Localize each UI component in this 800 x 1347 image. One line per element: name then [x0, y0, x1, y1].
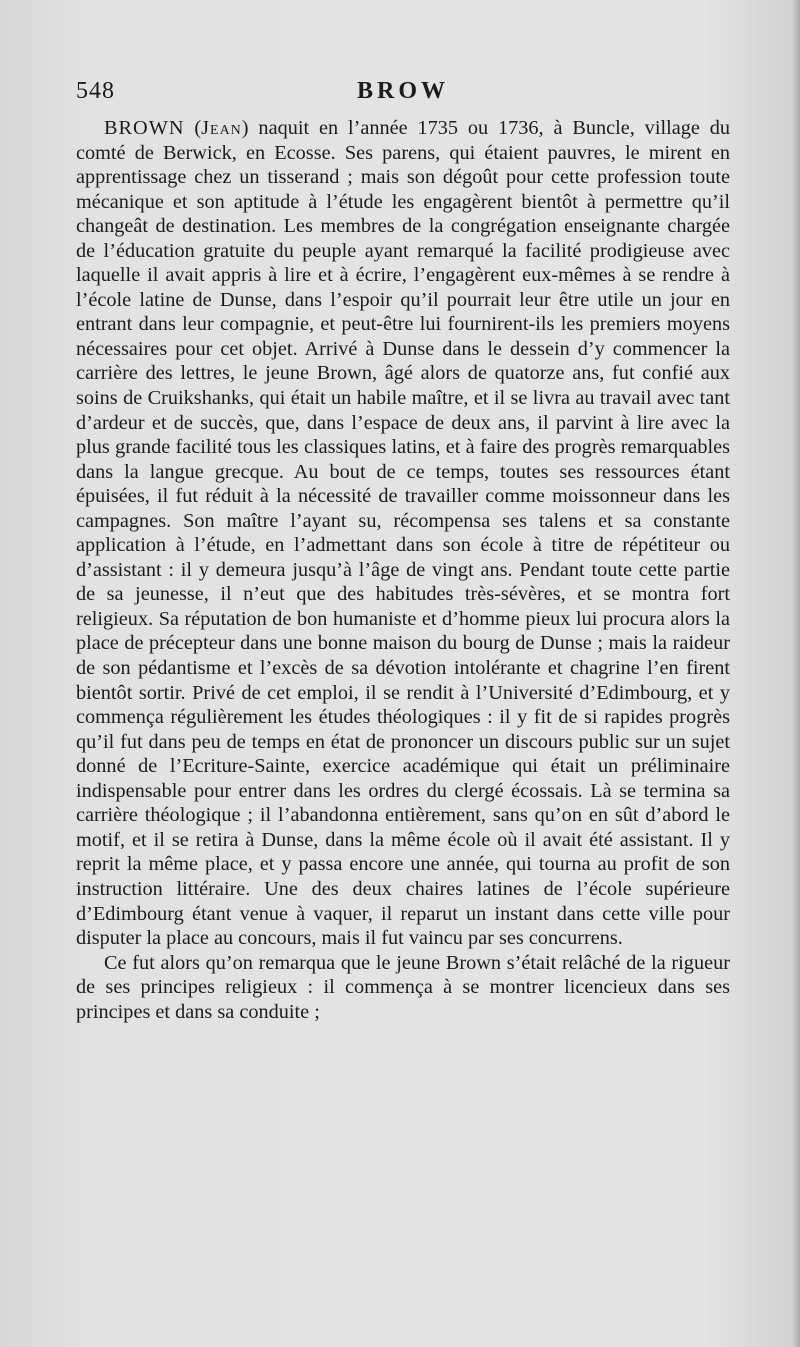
entry-first-name: Jean — [201, 117, 242, 139]
page-number: 548 — [76, 78, 115, 104]
paragraph-1 — [76, 116, 730, 951]
first-name-open-paren: ( — [194, 117, 202, 139]
first-name-close-paren: ) — [241, 117, 249, 139]
article-body — [76, 116, 730, 1024]
paragraph-1-text: naquit en l’année 1735 ou 1736, à Buncle, village du comté de Berwick, en Ecosse. Ses parens, qui étaient pauvres, le mirent en apprentissage chez un tisserand ; mais son dégoût pour cette profession toute mécanique et son aptitude à l’étude les engagèrent bientôt à permettre qu’il changeât de destination. Les membres de la congrégation enseignante chargée de l’éducation gratuite du peuple ayant remarqué la facilité prodigieuse avec laquelle il avait appris à lire et à écrire, l’engagèrent eux-mêmes à se rendre à l’école latine de Dunse, dans l’espoir qu’il pourrait leur être utile un jour en entrant dans leur compagnie, et peut-être lui fournirent-ils les premiers moyens nécessaires pour cet objet. Arrivé à Dunse dans le dessein d’y commencer la carrière des lettres, le jeune Brown, âgé alors de quatorze ans, fut confié aux soins de Cruikshanks, qui était un habile maître, et il se livra au travail avec tant d’ardeur et de succès, que, dans l’espace de deux ans, il parvint à lire avec la plus grande facilité tous les classiques latins, et à faire des progrès remarquables dans la langue grecque. Au bout de ce temps, toutes ses ressources étant épuisées, il fut réduit à la nécessité de travailler comme moissonneur dans les campagnes. Son maître l’ayant su, récompensa ses talens et sa constante application à l’étude, en l’admettant dans son école à titre de répétiteur ou d’assistant : il y demeura jusqu’à l’âge de vingt ans. Pendant toute cette partie de sa jeunesse, il n’eut que des habitudes très-sévères, et se montra fort religieux. Sa réputation de bon humaniste et d’homme pieux lui procura alors la place de précepteur dans une bonne maison du bourg de Dunse ; mais la raideur de son pédantisme et l’excès de sa dévotion intolérante et chagrine l’en firent bientôt sortir. Privé de cet emploi, il se rendit à l’Université d’Edimbourg, et y commença régulièrement les études théologiques : il y fit de si rapides progrès qu’il fut dans peu de temps en état de prononcer un discours public sur un sujet donné de l’Ecriture-Sainte, exercice académique qui était un préliminaire indispensable pour entrer dans les ordres du clergé écossais. Là se termina sa carrière théologique ; il l’abandonna entièrement, sans qu’on en sût d’abord le motif, et il se retira à Dunse, dans la même école où il avait été assistant. Il y reprit la même place, et y passa encore une année, qui tourna au profit de son instruction littéraire. Une des deux chaires latines de l’école supérieure d’Edimbourg étant venue à vaquer, il reparut un instant dans cette ville pour disputer la place au concours, mais il fut vaincu par ses concurrens. — [76, 117, 730, 950]
paragraph-2: Ce fut alors qu’on remarqua que le jeune Brown s’était relâché de la rigueur de ses principes religieux : il commença à se montrer licencieux dans ses principes et dans sa conduite ; — [76, 951, 730, 1023]
page-header — [76, 78, 730, 110]
entry-name: BROWN — [104, 117, 185, 139]
running-head: BROW — [356, 78, 449, 104]
